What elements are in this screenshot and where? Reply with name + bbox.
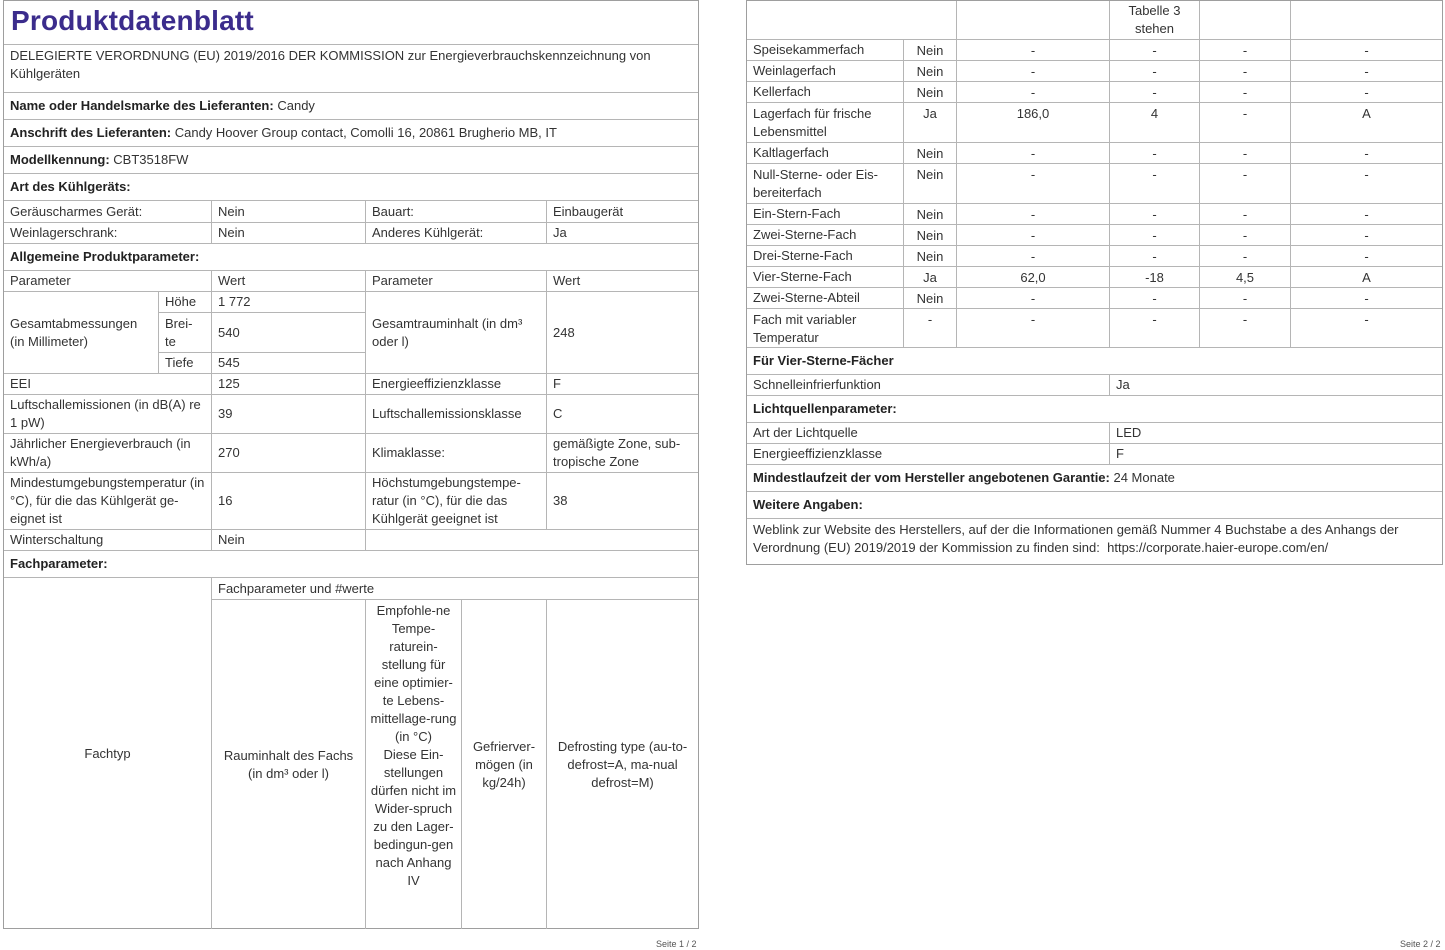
compartment-name: Vier-Sterne-Fach	[747, 266, 903, 287]
compartment-freezing: -	[1199, 203, 1290, 224]
compartment-freezing: -	[1199, 102, 1290, 142]
type-value: Einbaugerät	[546, 200, 698, 222]
compartment-defrost: A	[1290, 266, 1442, 287]
four-star-heading: Für Vier-Sterne-Fächer	[747, 347, 1442, 374]
param-label: Klimaklasse:	[365, 433, 546, 472]
compartment-volume: 62,0	[956, 266, 1109, 287]
compartment-volume: 186,0	[956, 102, 1109, 142]
type-value: Nein	[211, 222, 365, 243]
compartment-defrost: -	[1290, 142, 1442, 163]
compartment-freezing: -	[1199, 39, 1290, 60]
model-value: CBT3518FW	[113, 152, 189, 167]
param-value: 38	[546, 472, 698, 529]
param-value: C	[546, 394, 698, 433]
address-value: Candy Hoover Group contact, Comolli 16, 20861 Brugherio MB, IT	[174, 125, 557, 140]
compartment-volume: -	[956, 163, 1109, 203]
warranty-row	[747, 464, 1442, 491]
param-empty	[365, 529, 698, 550]
compartment-name: Weinlagerfach	[747, 60, 903, 81]
header-cell	[1290, 1, 1442, 39]
compartment-freezing: -	[1199, 60, 1290, 81]
header-cell	[956, 1, 1109, 39]
compartment-freezing: -	[1199, 163, 1290, 203]
compartment-present: Ja	[903, 266, 956, 287]
light-class-value: F	[1109, 443, 1442, 464]
param-value: 39	[211, 394, 365, 433]
compartment-temperature: -	[1109, 245, 1199, 266]
param-label: Höchstumgebungstempe-ratur (in °C), für die das Kühlgerät geeignet ist	[365, 472, 546, 529]
param-value: F	[546, 373, 698, 394]
compartment-defrost: A	[1290, 102, 1442, 142]
rauminhalt-header: Rauminhalt des Fachs (in dm³ oder l)	[211, 599, 365, 929]
fachtyp-header: Fachtyp	[4, 577, 211, 929]
type-label: Geräuscharmes Gerät:	[4, 200, 211, 222]
temp-header: Empfohle-ne Tempe-raturein-stellung für eine optimier-te Lebens-mittellage-rung (in °C) Diese Ein-stellungen dürfen nicht im Wider-spruch zu den Lager-bedingun-gen nach Anhang IV	[365, 599, 461, 929]
fach-group-header: Fachparameter und #werte	[211, 577, 698, 599]
compartment-temperature: -	[1109, 163, 1199, 203]
model-row	[4, 146, 698, 173]
param-value: 125	[211, 373, 365, 394]
compartment-volume: -	[956, 60, 1109, 81]
compartment-freezing: -	[1199, 224, 1290, 245]
compartment-temperature: 4	[1109, 102, 1199, 142]
light-class-label: Energieeffizienzklasse	[747, 443, 1109, 464]
address-row	[4, 119, 698, 146]
compartment-defrost: -	[1290, 81, 1442, 102]
page-number: Seite 2 / 2	[1400, 939, 1441, 949]
supplier-value: Candy	[277, 98, 315, 113]
type-heading: Art des Kühlgeräts:	[4, 173, 698, 200]
param-value: 16	[211, 472, 365, 529]
compartment-name: Lagerfach für frische Lebensmittel	[747, 102, 903, 142]
page-title: Produktdatenblatt	[11, 5, 254, 36]
weblink-row	[747, 518, 1442, 564]
volume-value: 248	[546, 291, 698, 373]
compartment-temperature: -	[1109, 287, 1199, 308]
gefrier-header: Gefrierver-mögen (in kg/24h)	[461, 599, 546, 929]
compartment-present: Nein	[903, 163, 956, 203]
compartment-present: Nein	[903, 81, 956, 102]
compartment-defrost: -	[1290, 287, 1442, 308]
param-label: Luftschallemissionsklasse	[365, 394, 546, 433]
param-value: gemäßigte Zone, sub-tropische Zone	[546, 433, 698, 472]
compartment-name: Kaltlagerfach	[747, 142, 903, 163]
page-number: Seite 1 / 2	[656, 939, 697, 949]
param-label: Luftschallemissionen (in dB(A) re 1 pW)	[4, 394, 211, 433]
light-type-label: Art der Lichtquelle	[747, 422, 1109, 443]
supplier-label: Name oder Handelsmarke des Lieferanten:	[10, 98, 274, 113]
compartment-volume: -	[956, 81, 1109, 102]
type-label: Bauart:	[365, 200, 546, 222]
compartment-defrost: -	[1290, 308, 1442, 348]
compartment-volume: -	[956, 203, 1109, 224]
col-header-wert: Wert	[546, 270, 698, 291]
col-header-parameter: Parameter	[4, 270, 211, 291]
dim-value: 540	[211, 312, 365, 352]
weblink-url[interactable]: https://corporate.haier-europe.com/en/	[1107, 540, 1329, 555]
compartment-temperature: -	[1109, 142, 1199, 163]
compartment-defrost: -	[1290, 224, 1442, 245]
dim-value: 1 772	[211, 291, 365, 312]
compartment-defrost: -	[1290, 163, 1442, 203]
table-header-note: Tabelle 3 stehen	[1109, 1, 1199, 39]
volume-label: Gesamtrauminhalt (in dm³ oder l)	[365, 291, 546, 373]
compartment-freezing: -	[1199, 287, 1290, 308]
compartment-temperature: -	[1109, 203, 1199, 224]
compartment-name: Zwei-Sterne-Fach	[747, 224, 903, 245]
type-label: Weinlagerschrank:	[4, 222, 211, 243]
general-heading: Allgemeine Produktparameter:	[4, 243, 698, 270]
fach-heading: Fachparameter:	[4, 550, 698, 577]
more-heading: Weitere Angaben:	[747, 491, 1442, 518]
col-header-wert: Wert	[211, 270, 365, 291]
col-header-parameter: Parameter	[365, 270, 546, 291]
compartment-defrost: -	[1290, 245, 1442, 266]
quick-freeze-label: Schnelleinfrierfunktion	[747, 374, 1109, 395]
dim-value: 545	[211, 352, 365, 373]
dims-label: Gesamtabmessungen (in Millimeter)	[4, 291, 158, 373]
type-value: Ja	[546, 222, 698, 243]
compartment-freezing: 4,5	[1199, 266, 1290, 287]
param-label: Energieeffizienzklasse	[365, 373, 546, 394]
compartment-name: Kellerfach	[747, 81, 903, 102]
compartment-temperature: -	[1109, 81, 1199, 102]
compartment-present: Nein	[903, 203, 956, 224]
header-cell	[1199, 1, 1290, 39]
dim-label: Höhe	[158, 291, 211, 312]
compartment-present: Nein	[903, 245, 956, 266]
compartment-defrost: -	[1290, 203, 1442, 224]
weblink-text: Weblink zur Website des Herstellers, auf der die Informationen gemäß Nummer 4 Buchstabe a des Anhangs der Verordnung (EU) 2019/2019 der Kommission zu finden sind:	[753, 522, 1399, 555]
param-label: Jährlicher Energieverbrauch (in kWh/a)	[4, 433, 211, 472]
compartment-present: Nein	[903, 39, 956, 60]
compartment-present: Nein	[903, 287, 956, 308]
compartment-name: Speisekammerfach	[747, 39, 903, 60]
warranty-value: 24 Monate	[1113, 470, 1175, 485]
compartment-present: -	[903, 308, 956, 348]
compartment-temperature: -18	[1109, 266, 1199, 287]
compartment-temperature: -	[1109, 60, 1199, 81]
compartment-freezing: -	[1199, 308, 1290, 348]
compartment-volume: -	[956, 142, 1109, 163]
param-label: EEI	[4, 373, 211, 394]
compartment-freezing: -	[1199, 81, 1290, 102]
compartment-name: Zwei-Sterne-Abteil	[747, 287, 903, 308]
compartment-temperature: -	[1109, 308, 1199, 348]
supplier-row	[4, 92, 698, 119]
compartment-temperature: -	[1109, 224, 1199, 245]
compartment-present: Nein	[903, 224, 956, 245]
type-value: Nein	[211, 200, 365, 222]
compartment-freezing: -	[1199, 142, 1290, 163]
quick-freeze-value: Ja	[1109, 374, 1442, 395]
dim-label: Tiefe	[158, 352, 211, 373]
header-cell	[747, 1, 956, 39]
param-value: 270	[211, 433, 365, 472]
compartment-temperature: -	[1109, 39, 1199, 60]
datasheet-page-1	[3, 0, 699, 929]
compartment-name: Fach mit variabler Temperatur	[747, 308, 903, 348]
compartment-name: Ein-Stern-Fach	[747, 203, 903, 224]
regulation-text: DELEGIERTE VERORDNUNG (EU) 2019/2016 DER KOMMISSION zur Energieverbrauchskennzeichnung von Kühlgeräten	[4, 44, 698, 92]
warranty-label: Mindestlaufzeit der vom Hersteller angebotenen Garantie:	[753, 470, 1110, 485]
compartment-present: Nein	[903, 60, 956, 81]
compartment-volume: -	[956, 287, 1109, 308]
address-label: Anschrift des Lieferanten:	[10, 125, 172, 140]
defrost-header: Defrosting type (au-to-defrost=A, ma-nual defrost=M)	[546, 599, 698, 929]
compartment-defrost: -	[1290, 39, 1442, 60]
light-type-value: LED	[1109, 422, 1442, 443]
light-heading: Lichtquellenparameter:	[747, 395, 1442, 422]
dim-label: Brei-te	[158, 312, 211, 352]
datasheet-page-2	[746, 0, 1443, 565]
compartment-volume: -	[956, 39, 1109, 60]
type-label: Anderes Kühlgerät:	[365, 222, 546, 243]
compartment-volume: -	[956, 308, 1109, 348]
compartment-name: Drei-Sterne-Fach	[747, 245, 903, 266]
compartment-defrost: -	[1290, 60, 1442, 81]
param-label: Mindestumgebungstemperatur (in °C), für die das Kühlgerät ge-eignet ist	[4, 472, 211, 529]
param-label: Winterschaltung	[4, 529, 211, 550]
compartment-present: Ja	[903, 102, 956, 142]
model-label: Modellkennung:	[10, 152, 110, 167]
compartment-freezing: -	[1199, 245, 1290, 266]
param-value: Nein	[211, 529, 365, 550]
compartment-volume: -	[956, 224, 1109, 245]
compartment-volume: -	[956, 245, 1109, 266]
compartment-name: Null-Sterne- oder Eis-bereiterfach	[747, 163, 903, 203]
compartment-present: Nein	[903, 142, 956, 163]
